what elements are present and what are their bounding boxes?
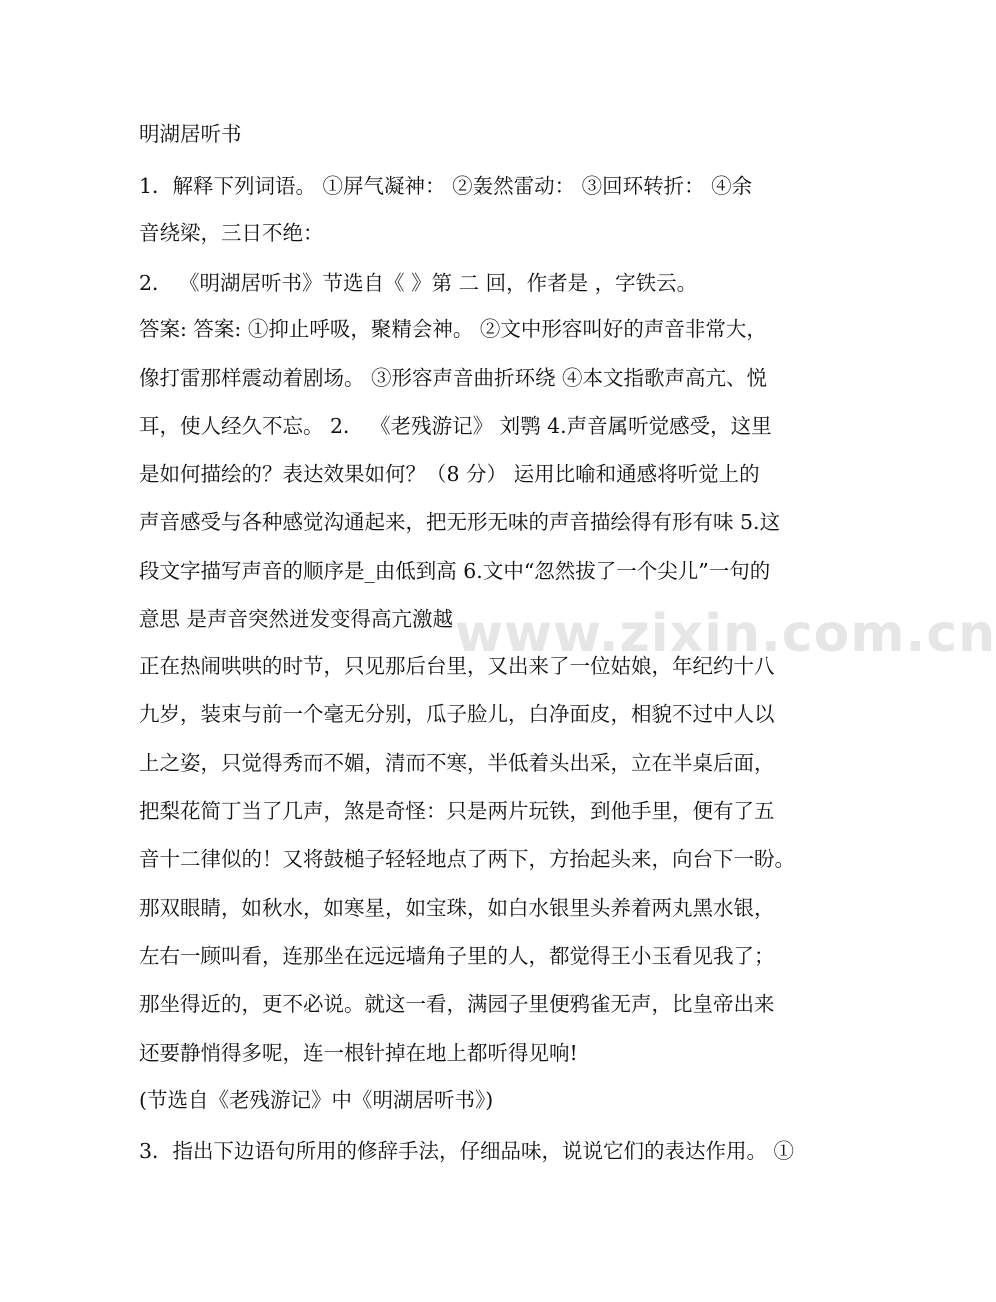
answer-line-4: 是如何描绘的？表达效果如何？（8 分） 运用比喻和通感将听觉上的	[139, 462, 760, 486]
passage-source: (节选自《老残游记》中《明湖居听书》)	[139, 1088, 494, 1112]
passage-line-2: 九岁，装束与前一个毫无分别，瓜子脸儿，白净面皮，相貌不过中人以	[139, 702, 775, 726]
document-title: 明湖居听书	[139, 122, 242, 146]
answer-line-6: 段文字描写声音的顺序是_由低到高 6.文中“忽然拔了一个尖儿”一句的	[139, 559, 771, 583]
passage-line-4: 把梨花简丁当了几声，煞是奇怪：只是两片玩铁，到他手里，便有了五	[139, 799, 775, 823]
passage-line-9: 还要静悄得多呢，连一根针掉在地上都听得见响!	[139, 1041, 578, 1065]
answer-line-3: 耳，使人经久不忘。 2． 《老残游记》 刘鹗 4.声音属听觉感受，这里	[139, 414, 772, 438]
passage-line-7: 左右一顾叫看，连那坐在远远墙角子里的人，都觉得王小玉看见我了；	[139, 944, 775, 968]
watermark: www.zixin.com.cn	[455, 604, 996, 664]
question-1-line-1: 1．解释下列词语。 ①屏气凝神： ②轰然雷动： ③回环转折： ④余	[139, 174, 753, 198]
passage-line-8: 那坐得近的，更不必说。就这一看，满园子里便鸦雀无声，比皇帝出来	[139, 992, 775, 1016]
answer-line-1: 答案: 答案: ①抑止呼吸，聚精会神。 ②文中形容叫好的声音非常大，	[139, 317, 767, 341]
answer-line-5: 声音感受与各种感觉沟通起来，把无形无味的声音描绘得有形有味 5.这	[139, 510, 781, 534]
passage-line-5: 音十二律似的！又将鼓槌子轻轻地点了两下，方抬起头来，向台下一盼。	[139, 847, 795, 871]
passage-line-6: 那双眼睛，如秋水，如寒星，如宝珠，如白水银里头养着两丸黑水银，	[139, 896, 775, 920]
question-3-line: 3．指出下边语句所用的修辞手法，仔细品味，说说它们的表达作用。 ①	[139, 1139, 795, 1163]
question-2-line: 2． 《明湖居听书》节选自《 》第 二 回，作者是 ，字铁云。	[139, 271, 698, 295]
answer-line-7: 意思 是声音突然迸发变得高亢激越	[139, 607, 454, 631]
answer-line-2: 像打雷那样震动着剧场。 ③形容声音曲折环绕 ④本文指歌声高亢、悦	[139, 366, 768, 390]
passage-line-1: 正在热闹哄哄的时节，只见那后台里，又出来了一位姑娘，年纪约十八	[139, 654, 775, 678]
question-1-line-2: 音绕梁，三日不绝：	[139, 221, 324, 245]
passage-line-3: 上之姿，只觉得秀而不媚，清而不寒，半低着头出采，立在半桌后面，	[139, 751, 775, 775]
